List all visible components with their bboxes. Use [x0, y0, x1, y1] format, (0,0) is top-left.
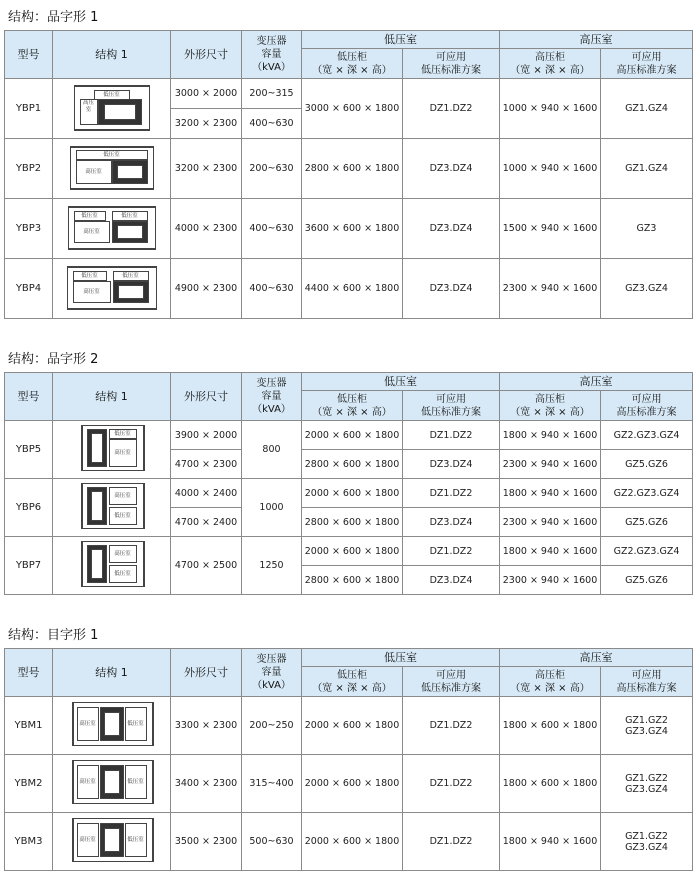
- high-cab-cell: 1800 × 600 × 1800: [500, 697, 601, 755]
- size-cell: 4000 × 2300: [171, 199, 242, 259]
- model-cell: YBP7: [5, 537, 53, 595]
- header-low-cab: 低压柜 （宽 × 深 × 高）: [302, 49, 403, 79]
- model-cell: YBP5: [5, 421, 53, 479]
- size-cell: 4900 × 2300: [171, 259, 242, 319]
- header-model: 型号: [5, 649, 53, 697]
- header-high-cab: 高压柜 （宽 × 深 × 高）: [500, 49, 601, 79]
- low-plan-cell: DZ1.DZ2: [403, 697, 500, 755]
- structure-diagram: 高压室 低压室: [53, 537, 171, 595]
- capacity-cell: 400~630: [242, 199, 302, 259]
- model-cell: YBM2: [5, 755, 53, 813]
- high-cab-cell: 1800 × 940 × 1600: [500, 479, 601, 508]
- high-cab-cell: 2300 × 940 × 1600: [500, 566, 601, 595]
- high-plan-cell: GZ1.GZ4: [601, 79, 693, 139]
- low-plan-cell: DZ1.DZ2: [403, 479, 500, 508]
- size-cell: 3200 × 2300: [171, 109, 242, 139]
- low-cab-cell: 2800 × 600 × 1800: [302, 450, 403, 479]
- high-cab-cell: 2300 × 940 × 1600: [500, 508, 601, 537]
- header-high-plan: 可应用 高压标准方案: [601, 49, 693, 79]
- table-row: [5, 537, 693, 566]
- section-title-3: 结构：目字形 1: [8, 628, 99, 643]
- header-low-plan: 可应用 低压标准方案: [403, 391, 500, 421]
- header-structure: 结构 1: [53, 649, 171, 697]
- header-capacity: 变压器 容量 （kVA）: [242, 31, 302, 79]
- capacity-cell: 400~630: [242, 109, 302, 139]
- low-plan-cell: DZ1.DZ2: [403, 79, 500, 139]
- low-plan-cell: DZ1.DZ2: [403, 755, 500, 813]
- low-plan-cell: DZ3.DZ4: [403, 566, 500, 595]
- high-cab-cell: 1800 × 940 × 1600: [500, 813, 601, 871]
- high-cab-cell: 2300 × 940 × 1600: [500, 450, 601, 479]
- low-cab-cell: 2800 × 600 × 1800: [302, 566, 403, 595]
- header-capacity: 变压器 容量 （kVA）: [242, 373, 302, 421]
- table-row: [5, 79, 693, 109]
- capacity-cell: 800: [242, 421, 302, 479]
- section-title-1: 结构：品字形 1: [8, 10, 99, 25]
- low-cab-cell: 2000 × 600 × 1800: [302, 755, 403, 813]
- high-cab-cell: 1800 × 940 × 1600: [500, 421, 601, 450]
- spec-table-1: [4, 30, 693, 319]
- model-cell: YBM3: [5, 813, 53, 871]
- header-high-room: 高压室: [500, 649, 693, 667]
- structure-diagram: 低压室 高压室: [53, 79, 171, 139]
- header-low-room: 低压室: [302, 649, 500, 667]
- low-cab-cell: 3000 × 600 × 1800: [302, 79, 403, 139]
- low-plan-cell: DZ1.DZ2: [403, 421, 500, 450]
- table-row: [5, 139, 693, 199]
- capacity-cell: 500~630: [242, 813, 302, 871]
- header-size: 外形尺寸: [171, 649, 242, 697]
- header-high-room: 高压室: [500, 31, 693, 49]
- size-cell: 3900 × 2000: [171, 421, 242, 450]
- header-high-plan: 可应用 高压标准方案: [601, 391, 693, 421]
- structure-diagram: 高压室 低压室: [53, 697, 171, 755]
- capacity-cell: 400~630: [242, 259, 302, 319]
- low-plan-cell: DZ3.DZ4: [403, 450, 500, 479]
- high-plan-cell: GZ3: [601, 199, 693, 259]
- table-row: [5, 421, 693, 450]
- header-low-room: 低压室: [302, 373, 500, 391]
- structure-diagram: 高压室 低压室: [53, 479, 171, 537]
- high-cab-cell: 1800 × 600 × 1800: [500, 755, 601, 813]
- spec-table-2: [4, 372, 693, 595]
- model-cell: YBP2: [5, 139, 53, 199]
- high-plan-cell: GZ1.GZ2 GZ3.GZ4: [601, 697, 693, 755]
- header-size: 外形尺寸: [171, 373, 242, 421]
- table-row: [5, 199, 693, 259]
- header-low-room: 低压室: [302, 31, 500, 49]
- header-high-cab: 高压柜 （宽 × 深 × 高）: [500, 391, 601, 421]
- size-cell: 4000 × 2400: [171, 479, 242, 508]
- size-cell: 3200 × 2300: [171, 139, 242, 199]
- spec-table-3: [4, 648, 693, 871]
- header-structure: 结构 1: [53, 373, 171, 421]
- size-cell: 4700 × 2400: [171, 508, 242, 537]
- size-cell: 4700 × 2300: [171, 450, 242, 479]
- high-cab-cell: 1800 × 940 × 1600: [500, 537, 601, 566]
- low-plan-cell: DZ3.DZ4: [403, 508, 500, 537]
- size-cell: 3400 × 2300: [171, 755, 242, 813]
- header-low-cab: 低压柜 （宽 × 深 × 高）: [302, 667, 403, 697]
- high-plan-cell: GZ5.GZ6: [601, 450, 693, 479]
- header-structure: 结构 1: [53, 31, 171, 79]
- structure-diagram: 低压室 低压室 高压室: [53, 199, 171, 259]
- low-plan-cell: DZ1.DZ2: [403, 537, 500, 566]
- header-low-plan: 可应用 低压标准方案: [403, 667, 500, 697]
- structure-diagram: 低压室 高压室: [53, 421, 171, 479]
- section-title-2: 结构：品字形 2: [8, 352, 99, 367]
- capacity-cell: 1250: [242, 537, 302, 595]
- low-cab-cell: 3600 × 600 × 1800: [302, 199, 403, 259]
- header-high-plan: 可应用 高压标准方案: [601, 667, 693, 697]
- size-cell: 3500 × 2300: [171, 813, 242, 871]
- model-cell: YBP1: [5, 79, 53, 139]
- capacity-cell: 1000: [242, 479, 302, 537]
- low-plan-cell: DZ3.DZ4: [403, 259, 500, 319]
- high-plan-cell: GZ1.GZ4: [601, 139, 693, 199]
- low-plan-cell: DZ3.DZ4: [403, 139, 500, 199]
- table-row: [5, 259, 693, 319]
- low-cab-cell: 2800 × 600 × 1800: [302, 508, 403, 537]
- size-cell: 4700 × 2500: [171, 537, 242, 595]
- header-capacity: 变压器 容量 （kVA）: [242, 649, 302, 697]
- high-cab-cell: 1000 × 940 × 1600: [500, 139, 601, 199]
- low-cab-cell: 2000 × 600 × 1800: [302, 697, 403, 755]
- structure-diagram: 高压室 低压室: [53, 755, 171, 813]
- low-cab-cell: 2000 × 600 × 1800: [302, 813, 403, 871]
- table-row: [5, 813, 693, 871]
- size-cell: 3300 × 2300: [171, 697, 242, 755]
- high-plan-cell: GZ5.GZ6: [601, 566, 693, 595]
- model-cell: YBM1: [5, 697, 53, 755]
- high-plan-cell: GZ3.GZ4: [601, 259, 693, 319]
- table-row: [5, 479, 693, 508]
- header-low-cab: 低压柜 （宽 × 深 × 高）: [302, 391, 403, 421]
- high-plan-cell: GZ2.GZ3.GZ4: [601, 537, 693, 566]
- header-model: 型号: [5, 31, 53, 79]
- header-high-cab: 高压柜 （宽 × 深 × 高）: [500, 667, 601, 697]
- header-size: 外形尺寸: [171, 31, 242, 79]
- high-plan-cell: GZ1.GZ2 GZ3.GZ4: [601, 755, 693, 813]
- low-plan-cell: DZ1.DZ2: [403, 813, 500, 871]
- low-cab-cell: 2000 × 600 × 1800: [302, 479, 403, 508]
- capacity-cell: 315~400: [242, 755, 302, 813]
- high-cab-cell: 1500 × 940 × 1600: [500, 199, 601, 259]
- header-low-plan: 可应用 低压标准方案: [403, 49, 500, 79]
- high-cab-cell: 1000 × 940 × 1600: [500, 79, 601, 139]
- high-plan-cell: GZ5.GZ6: [601, 508, 693, 537]
- low-cab-cell: 2800 × 600 × 1800: [302, 139, 403, 199]
- model-cell: YBP3: [5, 199, 53, 259]
- structure-diagram: 低压室 高压室: [53, 139, 171, 199]
- capacity-cell: 200~315: [242, 79, 302, 109]
- structure-diagram: 低压室 低压室 高压室: [53, 259, 171, 319]
- model-cell: YBP6: [5, 479, 53, 537]
- table-row: [5, 755, 693, 813]
- capacity-cell: 200~250: [242, 697, 302, 755]
- capacity-cell: 200~630: [242, 139, 302, 199]
- high-cab-cell: 2300 × 940 × 1600: [500, 259, 601, 319]
- header-model: 型号: [5, 373, 53, 421]
- high-plan-cell: GZ1.GZ2 GZ3.GZ4: [601, 813, 693, 871]
- low-cab-cell: 4400 × 600 × 1800: [302, 259, 403, 319]
- structure-diagram: 高压室 低压室: [53, 813, 171, 871]
- header-high-room: 高压室: [500, 373, 693, 391]
- low-cab-cell: 2000 × 600 × 1800: [302, 421, 403, 450]
- size-cell: 3000 × 2000: [171, 79, 242, 109]
- table-row: [5, 697, 693, 755]
- model-cell: YBP4: [5, 259, 53, 319]
- low-plan-cell: DZ3.DZ4: [403, 199, 500, 259]
- high-plan-cell: GZ2.GZ3.GZ4: [601, 479, 693, 508]
- high-plan-cell: GZ2.GZ3.GZ4: [601, 421, 693, 450]
- low-cab-cell: 2000 × 600 × 1800: [302, 537, 403, 566]
